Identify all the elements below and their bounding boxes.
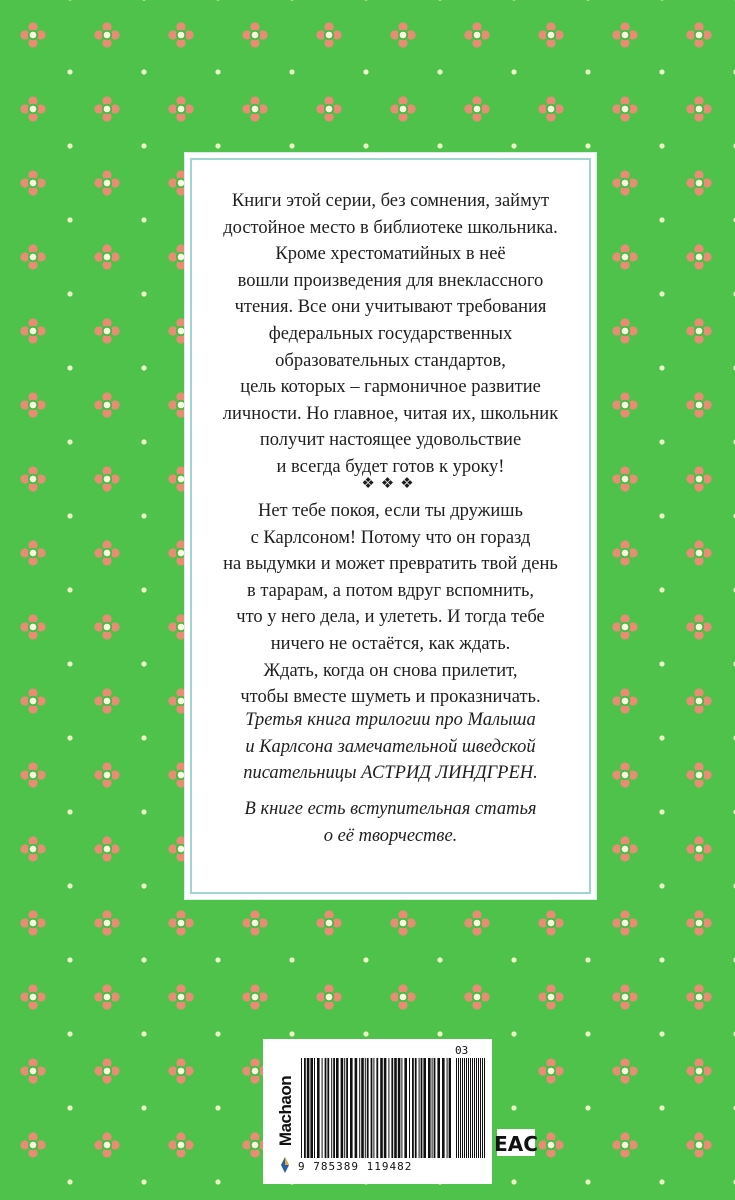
barcode-bar <box>341 1058 344 1158</box>
barcode-bar <box>484 1058 485 1158</box>
intro-article-note: В книге есть вступительная статья о её творчестве. <box>244 799 537 846</box>
eac-mark-icon <box>494 1129 538 1156</box>
barcode-bar <box>346 1058 348 1158</box>
series-description: Книги этой серии, без сомнения, займут достойное место в библиотеке школьника. Кроме хрестоматийных в неё вошли произведения для внеклассного чтения. Все они учитывают требования федеральных государственных образовательных стандартов, цель которых – гармоничное развитие личности. Но главное, читая их, школьник получит настоящее удовольствие и всегда будет готов к уроку! <box>222 191 559 477</box>
barcode-bar <box>415 1058 417 1158</box>
publisher-name: Machaon <box>276 1075 295 1147</box>
addon-barcode <box>456 1058 486 1158</box>
barcode-bar <box>367 1058 369 1158</box>
barcode-bar <box>301 1058 302 1158</box>
barcode-bar <box>344 1058 345 1158</box>
blurb-panel <box>185 153 596 899</box>
barcode-bar <box>464 1058 465 1158</box>
barcode-bar <box>361 1058 364 1158</box>
barcode-bar <box>359 1058 360 1158</box>
barcode-bar <box>365 1058 366 1158</box>
barcode-bar <box>394 1058 397 1158</box>
barcode-bar <box>307 1058 310 1158</box>
barcode-bar <box>472 1058 473 1158</box>
barcode-bar <box>447 1058 448 1158</box>
barcode-bar <box>458 1058 459 1158</box>
addon-digits: 03 <box>455 1044 469 1057</box>
barcode-bar <box>412 1058 414 1158</box>
barcode-bar <box>478 1058 479 1158</box>
barcode-bar <box>432 1058 433 1158</box>
barcode-bar <box>384 1058 387 1158</box>
story-description: Нет тебе покоя, если ты дружишь с Карлсоном! Потому что он горазд на выдумки и может превратить твой день в тарарам, а потом вдруг вспомнить, что у него дела, и улететь. И тогда тебе ничего не остаётся, как ждать. Ждать, когда он снова прилетит, чтобы вместе шуметь и проказничать. <box>223 501 558 708</box>
barcode-bar <box>462 1058 463 1158</box>
barcode-bar <box>388 1058 389 1158</box>
publisher-logo-icon <box>276 1156 294 1174</box>
section-divider: ❖❖❖ <box>361 474 420 492</box>
barcode-bar <box>376 1058 378 1158</box>
barcode-bar <box>327 1058 329 1158</box>
barcode-bar <box>373 1058 374 1158</box>
barcode-bar <box>322 1058 323 1158</box>
isbn-digits: 9 785389 119482 <box>298 1160 413 1173</box>
barcode-bar <box>449 1058 451 1158</box>
barcode-bar <box>419 1058 420 1158</box>
barcode-bar <box>350 1058 353 1158</box>
barcode-bar <box>423 1058 426 1158</box>
barcode-bar <box>355 1058 358 1158</box>
barcode-bar <box>434 1058 436 1158</box>
isbn-barcode <box>301 1058 451 1158</box>
barcode-bar <box>468 1058 469 1158</box>
barcode-bar <box>314 1058 315 1158</box>
barcode-bar <box>404 1058 407 1158</box>
barcode-bar <box>480 1058 481 1158</box>
barcode-bar <box>310 1058 313 1158</box>
barcode-bar <box>476 1058 477 1158</box>
barcode-bar <box>428 1058 431 1158</box>
barcode-bar <box>409 1058 410 1158</box>
barcode-bar <box>371 1058 373 1158</box>
barcode-bar <box>437 1058 440 1158</box>
barcode-bar <box>470 1058 471 1158</box>
barcode-bar <box>456 1058 457 1158</box>
publisher-logo <box>272 1046 300 1176</box>
barcode-bar <box>401 1058 402 1158</box>
barcode-bar <box>460 1058 461 1158</box>
barcode-bar <box>325 1058 327 1158</box>
barcode-bar <box>421 1058 423 1158</box>
barcode-bar <box>482 1058 483 1158</box>
barcode-bar <box>304 1058 306 1158</box>
barcode-bar <box>391 1058 393 1158</box>
barcode-bar <box>331 1058 332 1158</box>
eac-mark-label: EAC <box>494 1132 538 1156</box>
trilogy-note: Третья книга трилогии про Малыша и Карлсона замечательной шведской писательницы АСТРИД ЛИНДГРЕН. <box>243 710 538 784</box>
barcode-bar <box>317 1058 320 1158</box>
barcode-bar <box>333 1058 335 1158</box>
barcode-bar <box>380 1058 383 1158</box>
barcode-bar <box>398 1058 401 1158</box>
barcode-bar <box>336 1058 339 1158</box>
barcode-bar <box>466 1058 467 1158</box>
barcode-bar <box>442 1058 445 1158</box>
barcode-bar <box>474 1058 475 1158</box>
